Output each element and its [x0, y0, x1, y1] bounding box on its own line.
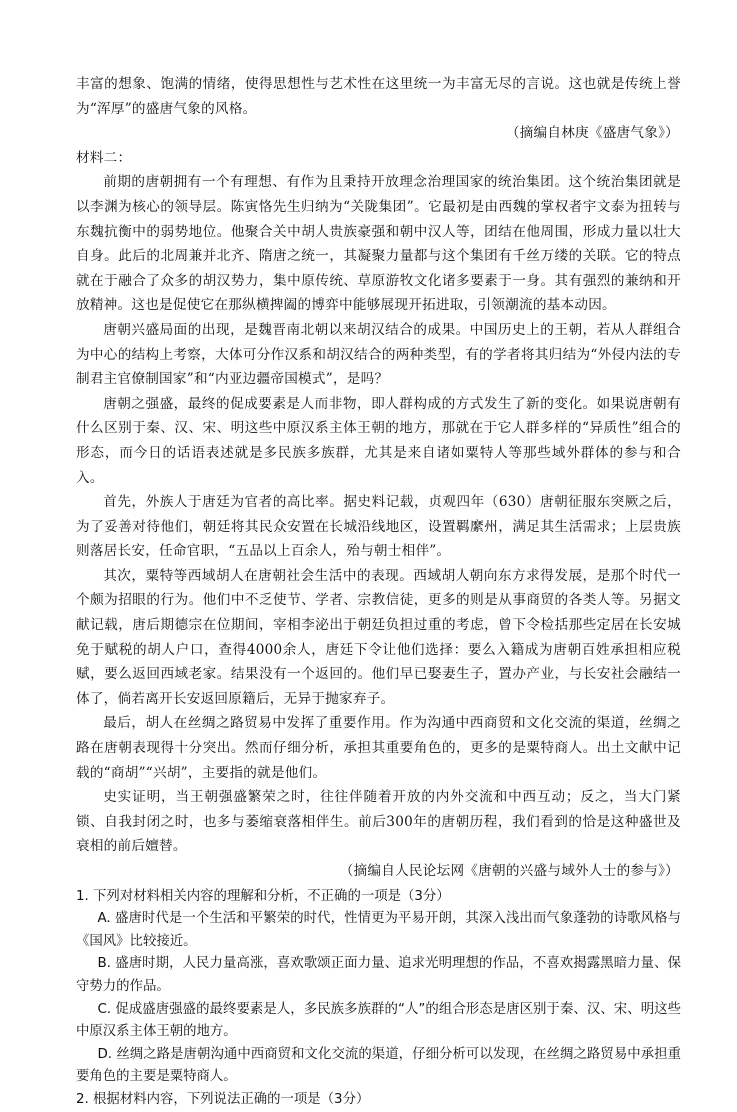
option-c: C. 促成盛唐强盛的最终要素是人，多民族多族群的“人”的组合形态是唐区别于秦、汉、宋、明这些中原汉系主体王朝的地方。	[76, 1001, 681, 1040]
paragraph: 唐朝兴盛局面的出现，是魏晋南北朝以来胡汉结合的成果。中国历史上的王朝，若从人群组合为中心的结构上考察，大体可分作汉系和胡汉结合的两种类型，有的学者将其归结为“外侵内法的专制君主官僚制国家”和“内亚边疆帝国模式”，是吗？	[76, 321, 681, 388]
question-two	[76, 1089, 681, 1112]
material-label: 材料二：	[76, 149, 132, 166]
paragraph: 唐朝之强盛，最终的促成要素是人而非物，即人群构成的方式发生了新的变化。如果说唐朝有什么区别于秦、汉、宋、明这些中原汉系主体王朝的地方，那就在于它人群多样的“异质性”组合的形态，而今日的话语表述就是多民族多族群，尤其是来自诸如粟特人等那些域外群体的参与和合入。	[76, 395, 681, 486]
paragraph: 前期的唐朝拥有一个有理想、有作为且秉持开放理念治理国家的统治集团。这个统治集团就是以李渊为核心的领导层。陈寅恪先生归纳为“关陇集团”。它最初是由西魏的掌权者宇文泰为扭转与东魏抗衡中的弱势地位。他聚合关中胡人贵族豪强和朝中汉人等，团结在他周围，形成力量以壮大自身。此后的北周兼并北齐、隋唐之统一，其凝聚力量都与这个集团有千丝万缕的关联。它的特点就在于融合了众多的胡汉势力，集中原传统、草原游牧文化诸多要素于一身。其有强烈的兼纳和开放精神。这也是促使它在那纵横捭阖的博弈中能够展现开拓进取，引领潮流的基本动因。	[76, 174, 681, 314]
paragraph: 首先，外族人于唐廷为官者的高比率。据史料记载，贞观四年（630）唐朝征服东突厥之后，为了妥善对待他们，朝廷将其民众安置在长城沿线地区，设置羁縻州，满足其生活需求；上层贵族则落居长安，任命官职，“五品以上百余人，殆与朝士相伴”。	[76, 494, 681, 560]
question-one	[76, 886, 681, 1089]
option-a: A. 盛唐时代是一个生活和平繁荣的时代，性情更为平易开朗，其深入浅出而气象蓬勃的诗歌风格与《国风》比较接近。	[76, 911, 681, 949]
question-stem: 1. 下列对材料相关内容的理解和分析，不正确的一项是（3分）	[76, 888, 450, 904]
option-d: D. 丝绸之路是唐朝沟通中西商贸和文化交流的渠道，仔细分析可以发现，在丝绸之路贸易中承担重要角色的主要是粟特商人。	[76, 1046, 681, 1085]
paragraph: 史实证明，当王朝强盛繁荣之时，往往伴随着开放的内外交流和中西互动；反之，当大门紧锁、自我封闭之时，也多与萎缩衰落相伴生。前后300年的唐朝历程，我们看到的恰是这种盛世及衰相的前后嬗替。	[76, 789, 681, 855]
source-citation: （摘编自林庚《盛唐气象》）	[505, 125, 679, 142]
paragraph: 其次，粟特等西域胡人在唐朝社会生活中的表现。西域胡人朝向东方求得发展，是那个时代一个颇为招眼的行为。他们中不乏使节、学者、宗教信徒，更多的则是从事商贸的各类人等。另据文献记载，唐后期德宗在位期间，宰相李泌出于朝廷负担过重的考虑，曾下令检括那些定居在长安城免于赋税的胡人户口，查得4000余人，唐廷下令让他们选择：要么入籍成为唐朝百姓承担相应税赋，要么返回西域老家。结果没有一个返回的。他们早已娶妻生子，置办产业，与长安社会融结一体了，倘若离开长安返回原籍后，无异于抛家弃子。	[76, 567, 681, 707]
material-one-tail	[76, 72, 681, 146]
material-two	[76, 146, 681, 884]
question-stem: 2. 根据材料内容，下列说法正确的一项是（3分）	[76, 1091, 370, 1107]
source-citation: （摘编自人民论坛网《唐朝的兴盛与域外人士的参与》）	[339, 863, 679, 879]
paragraph: 丰富的想象、饱满的情绪，使得思想性与艺术性在这里统一为丰富无尽的言说。这也就是传统上誉为“浑厚”的盛唐气象的风格。	[76, 76, 681, 117]
paragraph: 最后，胡人在丝绸之路贸易中发挥了重要作用。作为沟通中西商贸和文化交流的渠道，丝绸之路在唐朝表现得十分突出。然而仔细分析，承担其重要角色的，更多的是粟特商人。出土文献中记载的“商胡”“兴胡”，主要指的就是他们。	[76, 715, 681, 781]
option-b: B. 盛唐时期，人民力量高涨，喜欢歌颂正面力量、追求光明理想的作品，不喜欢揭露黑暗力量、保守势力的作品。	[76, 956, 681, 994]
